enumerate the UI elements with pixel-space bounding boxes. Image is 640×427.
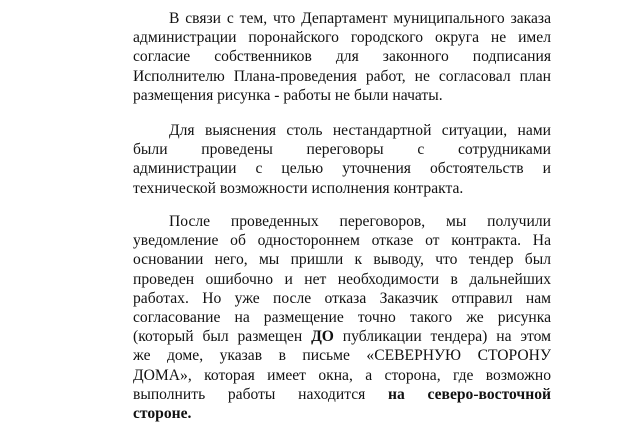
paragraph-line: проведен ошибочно и нет необходимости в дальнейших	[133, 270, 551, 288]
paragraph-line: администрации поронайского городского округа не имел	[133, 29, 551, 47]
paragraph-line: В связи с тем, что Департамент муниципального заказа	[169, 10, 551, 27]
paragraph-line-bold: стороне.	[133, 404, 192, 422]
paragraph-2	[133, 121, 551, 198]
line-segment: (который был размещен	[133, 328, 303, 346]
paragraph-line: технической возможности исполнения контракта.	[133, 179, 464, 197]
paragraph-line: согласование на размещение точно такого же рисунка	[133, 308, 551, 326]
paragraph-line: согласие собственников для законного подписания	[133, 48, 551, 66]
emphasis-northeast-side: на северо-восточной	[388, 385, 551, 403]
paragraph-line: работах. Но уже после отказа Заказчик отправил нам	[133, 289, 551, 307]
paragraph-line	[133, 327, 551, 346]
paragraph-line: Исполнителю Плана-проведения работ, не согласовал план	[133, 67, 551, 85]
line-segment: выполнить работы находится	[133, 385, 366, 403]
emphasis-do: ДО	[311, 328, 334, 346]
paragraph-1	[133, 9, 551, 105]
paragraph-line: же доме, указав в письме «СЕВЕРНУЮ СТОРОНУ	[133, 347, 551, 365]
paragraph-line: основании него, мы пришли к выводу, что тендер был	[133, 251, 551, 269]
paragraph-line: Для выяснения столь нестандартной ситуации, нами	[169, 122, 551, 139]
line-segment: публикации тендера) на этом	[342, 328, 551, 346]
paragraph-line: администрации с целью уточнения обстоятельств и	[133, 160, 551, 178]
paragraph-line: были проведены переговоры с сотрудниками	[133, 141, 551, 159]
paragraph-line: ДОМА», которая имеет окна, а сторона, где возможно	[133, 366, 551, 384]
paragraph-line: уведомление об одностороннем отказе от контракта. На	[133, 232, 551, 250]
paragraph-line: размещения рисунка - работы не были начаты.	[133, 86, 443, 104]
paragraph-line	[133, 385, 551, 404]
paragraph-line: После проведенных переговоров, мы получили	[169, 213, 551, 230]
paragraph-3	[133, 212, 551, 423]
